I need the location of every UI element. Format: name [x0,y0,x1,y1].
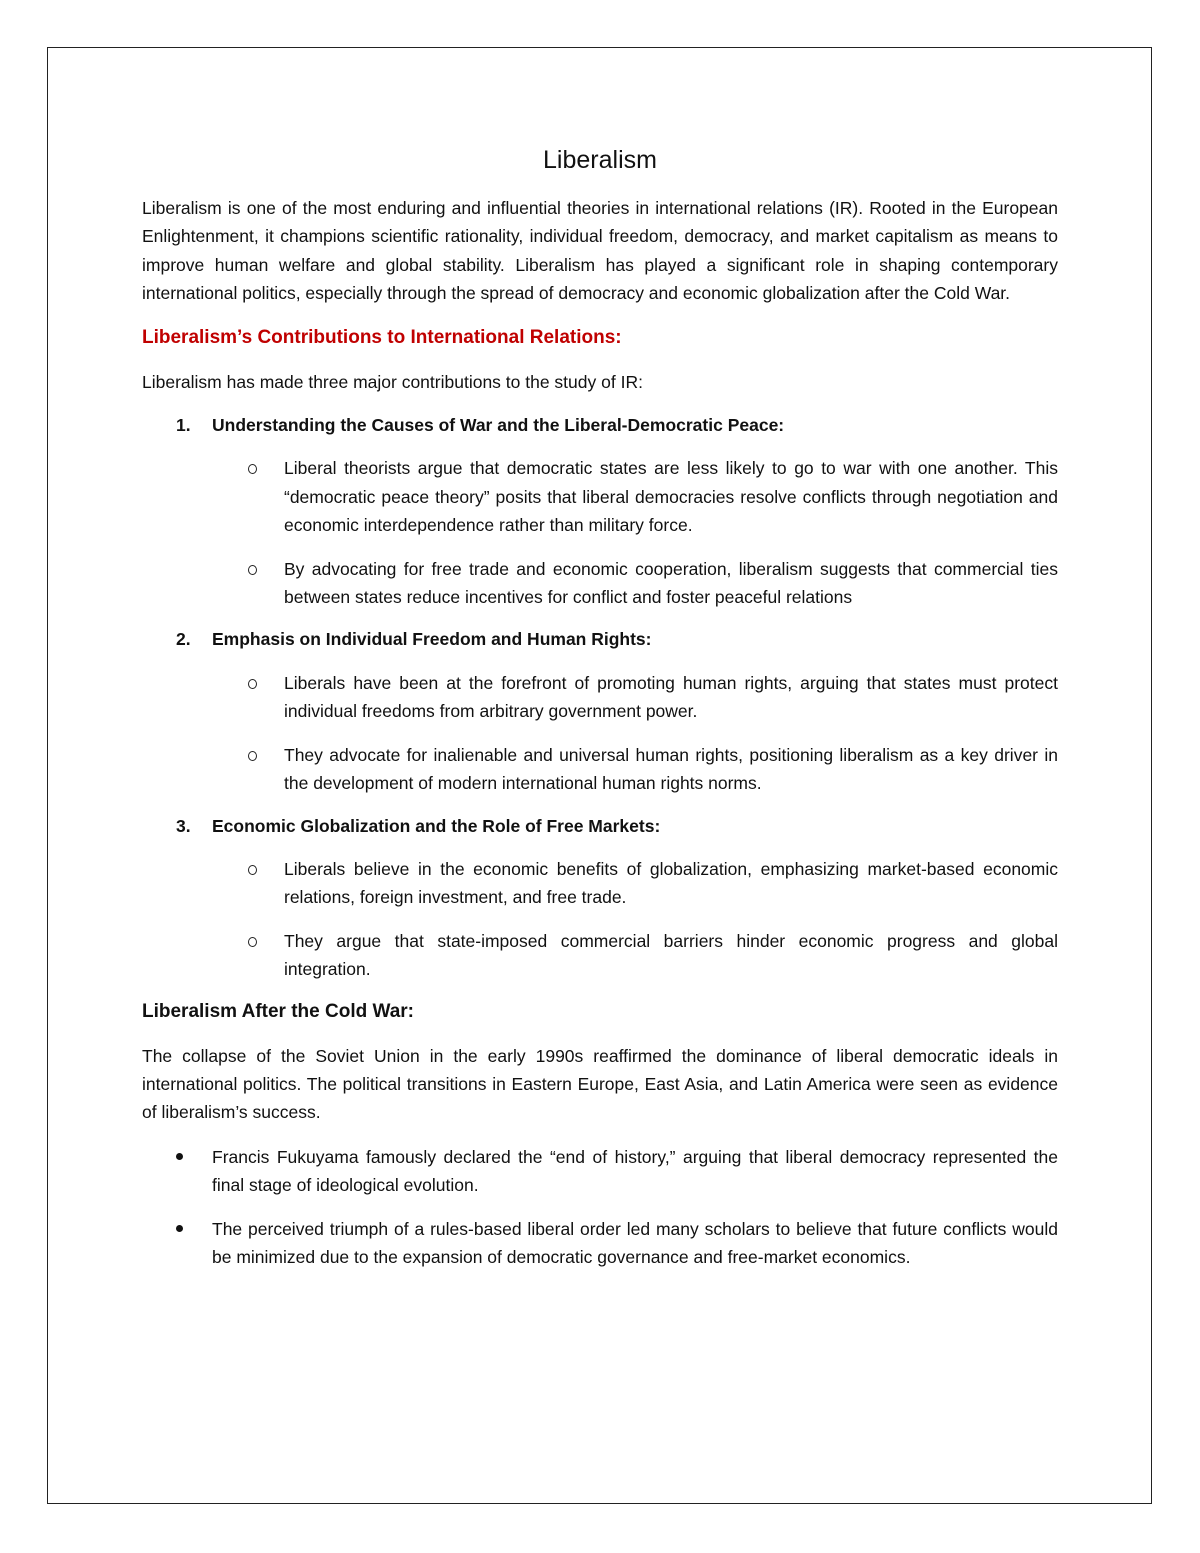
contribution-item-2 [142,625,1058,797]
circle-bullet-icon [248,751,257,761]
bullet-dot-icon [176,1153,183,1160]
circle-bullet-icon [248,937,257,947]
list-number: 3. [176,815,191,836]
sub-point: Liberal theorists argue that democratic states are less likely to go to war with one another. This “democratic peace theory” posits that liberal democracies resolve conflicts through negotiation and economic interdependence rather than military force. [212,454,1058,539]
after-cold-war-paragraph: The collapse of the Soviet Union in the early 1990s reaffirmed the dominance of liberal democratic ideals in international politics. The political transitions in Eastern Europe, East Asia, and Latin America were seen as evidence of liberalism’s success. [142,1045,1058,1123]
sub-points [212,855,1058,984]
after-cold-war-bullets [142,1143,1058,1272]
section-heading-contributions: Liberalism’s Contributions to International Relations: [142,326,622,348]
section-heading-after-cold-war: Liberalism After the Cold War: [142,1000,415,1022]
bullet-item: Francis Fukuyama famously declared the “end of history,” arguing that liberal democracy represented the final stage of ideological evolution. [142,1143,1058,1200]
bullet-item: The perceived triumph of a rules-based liberal order led many scholars to believe that future conflicts would be minimized due to the expansion of democratic governance and free-market economics. [142,1215,1058,1272]
contribution-item-1 [142,411,1058,611]
sub-point: They advocate for inalienable and universal human rights, positioning liberalism as a key driver in the development of modern international human rights norms. [212,741,1058,798]
circle-bullet-icon [248,679,257,689]
document-title: Liberalism [543,146,657,174]
sub-points [212,669,1058,798]
intro-paragraph: Liberalism is one of the most enduring and influential theories in international relations (IR). Rooted in the European Enlightenment, it champions scientific rationality, individual freedom, democracy, and market capitalism as means to improve human welfare and global stability. Liberalism has played a significant role in shaping contemporary international politics, especially through the spread of democracy and economic globalization after the Cold War. [142,198,1058,304]
contribution-item-3 [142,812,1058,984]
circle-bullet-icon [248,865,257,875]
contribution-heading: Emphasis on Individual Freedom and Human Rights: [212,629,652,650]
sub-point: By advocating for free trade and economic cooperation, liberalism suggests that commercial ties between states reduce incentives for conflict and foster peaceful relations [212,555,1058,612]
contributions-list [142,411,1058,984]
document-body [142,142,1058,1286]
sub-point: Liberals have been at the forefront of promoting human rights, arguing that states must protect individual freedoms from arbitrary government power. [212,669,1058,726]
sub-point: They argue that state-imposed commercial barriers hinder economic progress and global integration. [212,927,1058,984]
list-number: 2. [176,629,191,650]
sub-points [212,454,1058,611]
contribution-heading: Economic Globalization and the Role of Free Markets: [212,815,661,836]
circle-bullet-icon [248,565,257,575]
circle-bullet-icon [248,464,257,474]
sub-point: Liberals believe in the economic benefits of globalization, emphasizing market-based economic relations, foreign investment, and free trade. [212,855,1058,912]
bullet-dot-icon [176,1225,183,1232]
contributions-lead: Liberalism has made three major contributions to the study of IR: [142,371,643,392]
contribution-heading: Understanding the Causes of War and the Liberal-Democratic Peace: [212,415,785,436]
list-number: 1. [176,415,191,436]
